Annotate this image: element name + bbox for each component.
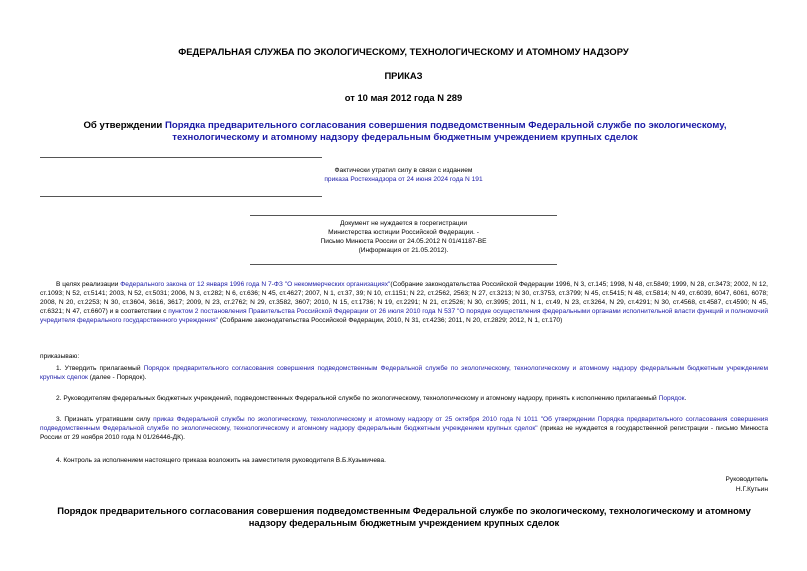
item-text: 2. Руководителям федеральных бюджетных учреждений, подведомственных Федеральной службе по экологическому, технологическому и атомному надзору, принять к исполнению прилагаемый	[56, 395, 659, 402]
status-note-text: Фактически утратил силу в связи с изданием	[334, 167, 473, 174]
procedure-link[interactable]: Порядок предварительного согласования совершения подведомственным Федеральной службе по экологическому, технологическому и атомному надзору федеральным бюджетным учреждением крупных сделок	[40, 365, 768, 381]
signature-block	[726, 475, 768, 495]
item-text: .	[684, 395, 687, 402]
registration-line: Документ не нуждается в госрегистрации	[339, 220, 468, 227]
preamble-text: В целях реализации	[56, 281, 121, 288]
title-link[interactable]: Порядка предварительного согласования совершения подведомственным Федеральной службе по экологическому, технологическому и атомному надзору федеральным бюджетным учреждением крупных сделок	[164, 120, 727, 143]
registration-note	[0, 219, 807, 255]
divider	[40, 157, 322, 158]
law-link[interactable]: Федерального закона от 12 января 1996 года N 7-ФЗ "О некоммерческих организациях"	[120, 281, 391, 288]
repealed-order-link[interactable]: приказ Федеральной службы по экологическому, технологическому и атомному надзору от 25 октября 2010 года N 1011 "Об утверждении Порядка предварительного согласования совершения подведомственным Федеральной службе по экологическому, технологическому и атомному надзору федеральным бюджетным учреждением крупных сделок"	[40, 416, 768, 432]
agency-heading: ФЕДЕРАЛЬНАЯ СЛУЖБА ПО ЭКОЛОГИЧЕСКОМУ, ТЕХНОЛОГИЧЕСКОМУ И АТОМНОМУ НАДЗОРУ	[178, 46, 629, 57]
annex-title: Порядок предварительного согласования совершения подведомственным Федеральной службе по экологическому, технологическому и атомному надзору федеральным бюджетным учреждением крупных сделок	[57, 505, 751, 528]
item-text: (далее - Порядок).	[87, 374, 147, 381]
procedure-link-short[interactable]: Порядок	[658, 395, 685, 402]
divider	[40, 196, 322, 197]
title-prefix: Об утверждении	[83, 120, 165, 131]
signature-role: Руководитель	[725, 476, 768, 483]
document-title	[60, 120, 750, 144]
item-2	[40, 394, 768, 403]
item-text: 3. Признать утратившим силу	[56, 416, 154, 423]
preamble-paragraph	[40, 280, 768, 325]
item-text: (приказ не нуждается в государственной регистрации - письмо Минюста России от 29 ноября 2010 года N 01/26446-ДК).	[40, 425, 768, 441]
registration-line: (Информация от 21.05.2012).	[358, 247, 449, 254]
item-text: 1. Утвердить прилагаемый	[56, 365, 144, 372]
status-note	[0, 166, 807, 184]
preamble-text: (Собрание законодательства Российской Федерации 1996, N 3, ст.145; 1998, N 48, ст.5849; 1999, N 28, ст.3473; 2002, N 12, ст.1093; N 52, ст.5141; 2003, N 52, ст.5031; 2006, N 3, ст.282; N 6, ст.636; N 45, ст.4627; 2007, N 1, ст.37, 39; N 10, ст.1151; N 22, ст.2562, 2563; N 27, ст.3213; N 30, ст.3753, ст.3799; N 45, ст.5415; N 48, ст.5814; N 49, ст.6039, 6047, 6061, 6078; 2008, N 20, ст.2253; N 30, ст.3604, 3616, 3617; 2009, N 23, ст.2762; N 29, ст.3582, 3607; 2010, N 15, ст.1736; N 19, ст.2291; N 21, ст.2526; N 30, ст.3995; 2011, N 1, ст.49, N 23, ст.3264, N 29, ст.4291; N 30, ст.4568, ст.4587, ст.4590; N 45, ст.6321; N 47, ст.6607) и в соответствии с	[40, 281, 768, 315]
preamble-text: (Собрание законодательства Российской Федерации, 2010, N 31, ст.4236; 2011, N 20, ст.2829; 2012, N 1, ст.170)	[218, 317, 563, 324]
item-1	[40, 364, 768, 382]
government-decree-link[interactable]: пунктом 2 постановления Правительства Российской Федерации от 26 июля 2010 года N 537 "О порядке осуществления федеральными органами исполнительной власти функций и полномочий учредителя федерального государственного учреждения"	[40, 308, 769, 324]
divider	[250, 264, 557, 265]
registration-line: Министерства юстиции Российской Федерации. -	[328, 229, 479, 236]
signature-name: Н.Г.Кутьин	[735, 486, 768, 493]
registration-line: Письмо Минюста России от 24.05.2012 N 01/41187-ВЕ	[320, 238, 487, 245]
doc-type-heading: ПРИКАЗ	[384, 70, 423, 81]
status-note-link[interactable]: приказа Ростехнадзора от 24 июня 2024 года N 191	[324, 176, 483, 183]
order-word: приказываю:	[40, 353, 80, 360]
divider	[250, 215, 557, 216]
doc-date-number: от 10 мая 2012 года N 289	[344, 92, 463, 103]
item-4: 4. Контроль за исполнением настоящего приказа возложить на заместителя руководителя В.Б.Кузьмичева.	[56, 457, 386, 464]
item-3	[40, 415, 768, 442]
